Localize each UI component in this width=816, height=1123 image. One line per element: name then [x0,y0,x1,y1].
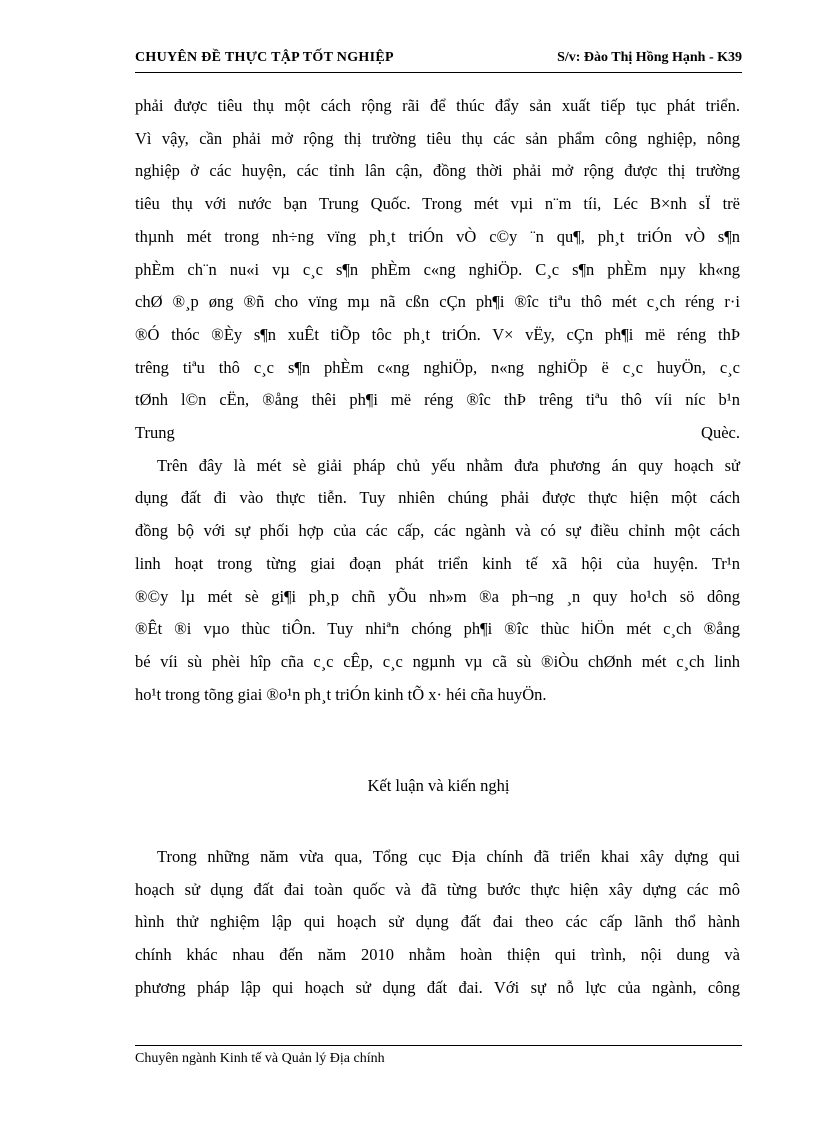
text-line: thµnh mét trong nh÷ng vïng ph¸t triÓn vÒ c©y ¨n qu¶, ph¸t triÓn vÒ s¶n [135,226,740,246]
text-line: Trung Quèc. [135,423,740,443]
text-line: Trên đây là mét sè giải pháp chủ yếu nhằm đưa phương án quy hoạch sử [157,455,740,475]
text-line: linh hoạt trong từng giai đoạn phát triển kinh tế xã hội của huyện. Tr¹n [135,553,740,573]
header-rule [135,72,742,73]
text-line: trêng tiªu thô c¸c s¶n phÈm c«ng nghiÖp, n«ng nghiÖp ë c¸c huyÖn, c¸c [135,357,740,377]
page-header [135,50,742,70]
text-line: ho¹t trong tõng giai ®o¹n ph¸t triÓn kinh tÕ x· héi cña huyÖn. [135,684,547,704]
paragraph-1 [135,90,740,450]
text-line: phÈm ch¨n nu«i vµ c¸c s¶n phÈm c«ng nghiÖp. C¸c s¶n phÈm nµy kh«ng [135,259,740,279]
text-line: hoạch sử dụng đất đai toàn quốc và đã từng bước thực hiện xây dựng các mô [135,879,740,899]
footer-rule [135,1045,742,1046]
body-text-conclusion [135,841,740,1005]
page-footer: Chuyên ngành Kinh tế và Quản lý Địa chính [135,1051,385,1066]
text-line: phương pháp lập qui hoạch sử dụng đất đai. Với sự nỗ lực của ngành, công [135,977,740,997]
text-line: nghiệp ở các huyện, các tỉnh lân cận, đồng thời phải mở rộng được thị trường [135,161,740,181]
text-line: chính khác nhau đến năm 2010 nhằm hoàn thiện qui trình, nội dung và [135,945,740,965]
text-line: ®Ó thóc ®Èy s¶n xuÊt tiÕp tôc ph¸t triÓn. V× vËy, cÇn ph¶i më réng thÞ [135,324,740,344]
paragraph-2 [135,450,740,712]
header-title: CHUYÊN ĐỀ THỰC TẬP TỐT NGHIỆP [135,50,394,65]
section-heading: Kết luận và kiến nghị [367,776,510,795]
text-line: tiêu thụ với nước bạn Trung Quốc. Trong mét vµi n¨m tíi, Léc B×nh sÏ trë [135,194,740,214]
body-text [135,90,740,711]
text-line: ®Êt ®i vµo thùc tiÔn. Tuy nhiªn chóng ph¶i ®îc thùc hiÖn mét c¸ch ®ång [135,619,740,639]
text-line: phải được tiêu thụ một cách rộng rãi để thúc đẩy sản xuất tiếp tục phát triển. [135,96,740,115]
text-line: Trong những năm vừa qua, Tổng cục Địa chính đã triển khai xây dựng qui [157,847,740,866]
text-line: bé víi sù phèi hîp cña c¸c cÊp, c¸c ngµnh vµ cã sù ®iÒu chØnh mét c¸ch linh [135,651,740,671]
text-line: tØnh l©n cËn, ®ång thêi ph¶i më réng ®îc thÞ trêng tiªu thô víi níc b¹n [135,390,740,410]
text-line: dụng đất đi vào thực tiễn. Tuy nhiên chúng phải được thực hiện một cách [135,488,740,508]
text-line: Vì vậy, cần phải mở rộng thị trường tiêu thụ các sản phẩm công nghiệp, nông [135,128,740,148]
text-line: chØ ®¸p øng ®ñ cho vïng mµ nã cßn cÇn ph¶i ®îc tiªu thô mét c¸ch réng r·i [135,292,740,312]
text-line: đồng bộ với sự phối hợp của các cấp, các ngành và có sự điều chỉnh một cách [135,521,740,541]
text-line: hình thử nghiệm lập qui hoạch sử dụng đất đai theo các cấp lãnh thổ hành [135,912,740,932]
paragraph-3 [135,841,740,1005]
header-author: S/v: Đào Thị Hồng Hạnh - K39 [557,50,742,65]
text-line: ®©y lµ mét sè gi¶i ph¸p chñ yÕu nh»m ®a ph¬ng ¸n quy ho¹ch sö dông [135,586,740,606]
